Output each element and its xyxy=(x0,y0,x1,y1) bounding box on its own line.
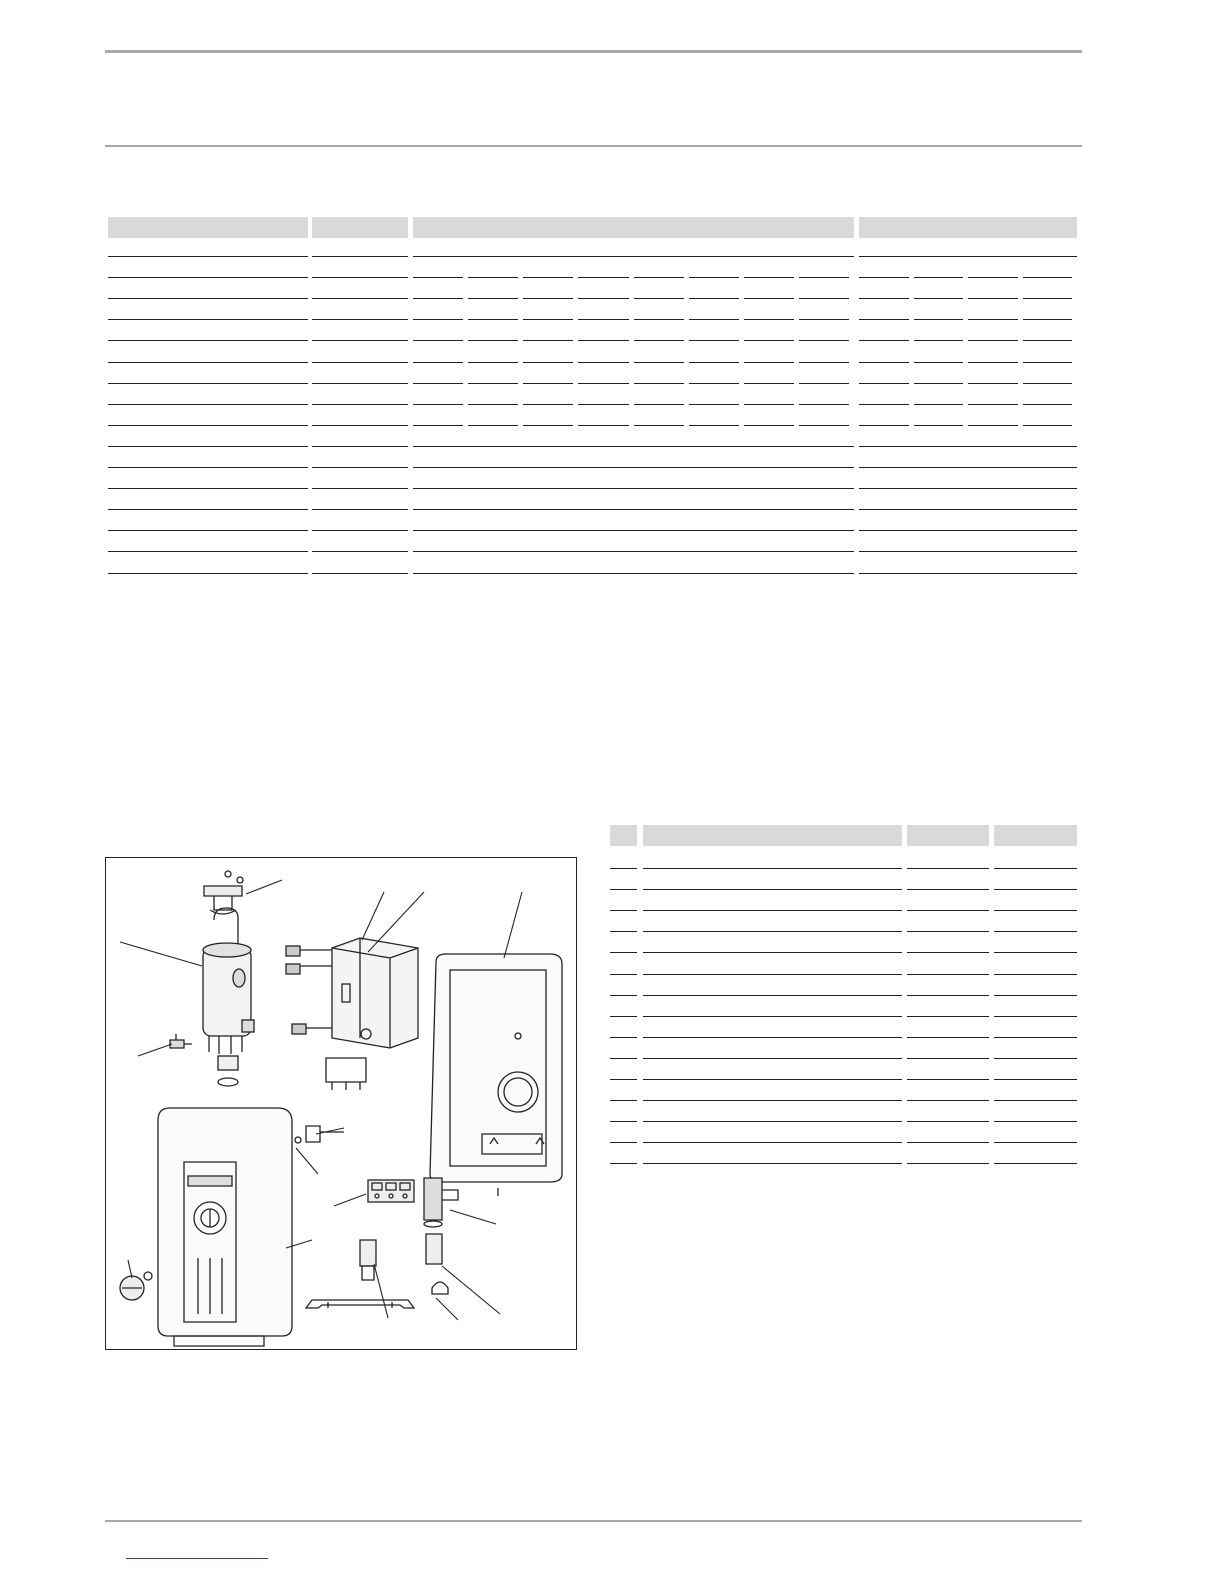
table-cell xyxy=(1023,258,1073,278)
table-header-cell xyxy=(643,825,902,846)
table-cell xyxy=(578,279,628,299)
table-cell xyxy=(643,997,902,1017)
table-cell xyxy=(468,364,518,384)
table-cell xyxy=(312,406,408,426)
table-cell xyxy=(578,321,628,341)
table-header-cell xyxy=(413,217,854,238)
table-cell xyxy=(634,343,684,363)
table-cell xyxy=(610,1123,637,1143)
table-cell xyxy=(413,469,854,489)
table-cell xyxy=(907,1060,989,1080)
table-cell xyxy=(968,364,1018,384)
table-cell xyxy=(994,933,1077,953)
table-header-cell xyxy=(907,825,989,846)
table-cell xyxy=(643,1081,902,1101)
table-cell xyxy=(859,300,909,320)
table-cell xyxy=(413,321,463,341)
power-pcb-icon xyxy=(286,938,418,1090)
table-cell xyxy=(994,1039,1077,1059)
table-cell xyxy=(1023,300,1073,320)
table-cell xyxy=(689,300,739,320)
table-cell xyxy=(643,976,902,996)
table-cell xyxy=(799,321,849,341)
table-cell xyxy=(108,448,308,468)
table-cell xyxy=(643,933,902,953)
table-cell xyxy=(312,554,408,574)
table-cell xyxy=(523,279,573,299)
table-cell xyxy=(312,343,408,363)
table-cell xyxy=(907,933,989,953)
table-cell xyxy=(468,406,518,426)
table-cell xyxy=(994,1081,1077,1101)
table-cell xyxy=(413,343,463,363)
table-cell xyxy=(523,321,573,341)
exploded-view-illustration xyxy=(105,857,577,1350)
table-cell xyxy=(994,1102,1077,1122)
table-cell xyxy=(914,406,964,426)
table-cell xyxy=(1023,364,1073,384)
table-cell xyxy=(643,1144,902,1164)
table-cell xyxy=(413,385,463,405)
table-cell xyxy=(108,279,308,299)
table-cell xyxy=(744,385,794,405)
table-cell xyxy=(312,258,408,278)
table-cell xyxy=(578,385,628,405)
table-cell xyxy=(108,343,308,363)
table-cell xyxy=(312,385,408,405)
table-cell xyxy=(859,469,1077,489)
table-cell xyxy=(907,1081,989,1101)
table-cell xyxy=(914,279,964,299)
table-cell xyxy=(689,343,739,363)
table-cell xyxy=(312,237,408,257)
table-cell xyxy=(312,490,408,510)
table-cell xyxy=(312,321,408,341)
clip-icon xyxy=(295,1126,344,1143)
table-cell xyxy=(689,321,739,341)
table-cell xyxy=(643,1039,902,1059)
table-cell xyxy=(994,955,1077,975)
water-valve-icon xyxy=(424,1178,458,1264)
table-cell xyxy=(907,1018,989,1038)
table-cell xyxy=(523,385,573,405)
table-cell xyxy=(643,1018,902,1038)
table-cell xyxy=(744,343,794,363)
table-cell xyxy=(108,511,308,531)
table-cell xyxy=(108,469,308,489)
table-cell xyxy=(907,997,989,1017)
table-cell xyxy=(523,406,573,426)
table-cell xyxy=(634,279,684,299)
table-cell xyxy=(108,532,308,552)
table-cell xyxy=(523,364,573,384)
table-cell xyxy=(859,554,1077,574)
table-cell xyxy=(799,385,849,405)
table-cell xyxy=(578,258,628,278)
table-cell xyxy=(1023,279,1073,299)
table-cell xyxy=(312,511,408,531)
table-cell xyxy=(413,511,854,531)
table-cell xyxy=(859,406,909,426)
table-cell xyxy=(108,490,308,510)
table-cell xyxy=(413,532,854,552)
table-cell xyxy=(859,511,1077,531)
table-cell xyxy=(859,427,1077,447)
table-cell xyxy=(413,364,463,384)
table-cell xyxy=(914,321,964,341)
table-cell xyxy=(914,343,964,363)
table-cell xyxy=(413,427,854,447)
table-cell xyxy=(968,385,1018,405)
table-cell xyxy=(610,1144,637,1164)
table-cell xyxy=(643,1123,902,1143)
terminal-block-icon xyxy=(368,1180,414,1202)
table-cell xyxy=(859,258,909,278)
mounting-rail-icon xyxy=(306,1300,414,1308)
heating-element-icon xyxy=(203,908,254,1086)
table-cell xyxy=(610,849,637,869)
table-cell xyxy=(610,1060,637,1080)
table-cell xyxy=(413,448,854,468)
table-cell xyxy=(108,554,308,574)
table-cell xyxy=(610,870,637,890)
table-cell xyxy=(413,490,854,510)
table-cell xyxy=(994,891,1077,911)
table-cell xyxy=(799,406,849,426)
table-cell xyxy=(610,1081,637,1101)
table-cell xyxy=(468,279,518,299)
table-cell xyxy=(1023,321,1073,341)
table-header-cell xyxy=(108,217,308,238)
front-cover-icon xyxy=(158,1108,292,1346)
strainer-icon xyxy=(432,1282,448,1294)
table-cell xyxy=(859,448,1077,468)
table-cell xyxy=(108,321,308,341)
table-cell xyxy=(108,427,308,447)
table-cell xyxy=(994,976,1077,996)
table-cell xyxy=(108,258,308,278)
top-rule xyxy=(105,50,1082,53)
table-cell xyxy=(907,1102,989,1122)
table-cell xyxy=(643,870,902,890)
table-cell xyxy=(108,385,308,405)
table-cell xyxy=(689,364,739,384)
table-cell xyxy=(859,532,1077,552)
safety-limiter-icon xyxy=(170,1034,192,1048)
table-cell xyxy=(914,300,964,320)
spare-parts-table xyxy=(610,825,1078,1170)
table-cell xyxy=(634,321,684,341)
table-cell xyxy=(413,300,463,320)
table-cell xyxy=(968,406,1018,426)
table-cell xyxy=(578,300,628,320)
table-cell xyxy=(108,406,308,426)
table-cell xyxy=(312,364,408,384)
table-cell xyxy=(968,321,1018,341)
table-cell xyxy=(859,385,909,405)
table-cell xyxy=(634,364,684,384)
table-cell xyxy=(1023,385,1073,405)
table-cell xyxy=(468,258,518,278)
table-cell xyxy=(523,300,573,320)
table-cell xyxy=(994,849,1077,869)
table-cell xyxy=(610,997,637,1017)
table-cell xyxy=(413,258,463,278)
table-cell xyxy=(643,849,902,869)
table-cell xyxy=(799,258,849,278)
table-cell xyxy=(799,279,849,299)
table-cell xyxy=(634,406,684,426)
table-cell xyxy=(799,300,849,320)
table-cell xyxy=(744,364,794,384)
table-cell xyxy=(968,300,1018,320)
table-cell xyxy=(413,406,463,426)
table-cell xyxy=(968,279,1018,299)
table-cell xyxy=(744,279,794,299)
table-cell xyxy=(689,258,739,278)
table-cell xyxy=(468,343,518,363)
table-cell xyxy=(643,955,902,975)
table-cell xyxy=(1023,406,1073,426)
table-cell xyxy=(689,385,739,405)
table-cell xyxy=(634,385,684,405)
table-cell xyxy=(468,385,518,405)
technical-data-table xyxy=(108,217,1078,597)
table-cell xyxy=(744,406,794,426)
table-cell xyxy=(799,364,849,384)
table-cell xyxy=(907,976,989,996)
table-cell xyxy=(968,258,1018,278)
inlet-fitting-icon xyxy=(360,1240,376,1280)
table-cell xyxy=(744,300,794,320)
table-cell xyxy=(523,343,573,363)
table-cell xyxy=(610,933,637,953)
table-cell xyxy=(744,258,794,278)
table-cell xyxy=(994,997,1077,1017)
table-cell xyxy=(578,364,628,384)
table-cell xyxy=(312,300,408,320)
table-cell xyxy=(523,258,573,278)
table-cell xyxy=(578,343,628,363)
table-cell xyxy=(643,1060,902,1080)
table-cell xyxy=(907,891,989,911)
table-cell xyxy=(610,1102,637,1122)
table-cell xyxy=(108,300,308,320)
table-cell xyxy=(859,321,909,341)
table-cell xyxy=(610,955,637,975)
table-cell xyxy=(744,321,794,341)
table-cell xyxy=(968,343,1018,363)
table-cell xyxy=(914,364,964,384)
table-cell xyxy=(859,364,909,384)
table-cell xyxy=(799,343,849,363)
table-cell xyxy=(468,300,518,320)
table-cell xyxy=(578,406,628,426)
table-cell xyxy=(413,237,854,257)
table-cell xyxy=(859,343,909,363)
table-cell xyxy=(689,406,739,426)
table-cell xyxy=(108,364,308,384)
table-header-cell xyxy=(994,825,1077,846)
table-cell xyxy=(643,891,902,911)
table-cell xyxy=(312,448,408,468)
table-cell xyxy=(312,279,408,299)
table-cell xyxy=(610,976,637,996)
table-cell xyxy=(994,1060,1077,1080)
table-cell xyxy=(610,1018,637,1038)
table-cell xyxy=(994,912,1077,932)
table-cell xyxy=(914,385,964,405)
table-cell xyxy=(413,554,854,574)
table-cell xyxy=(413,279,463,299)
table-cell xyxy=(610,891,637,911)
header-rule xyxy=(105,145,1082,147)
table-cell xyxy=(610,912,637,932)
table-cell xyxy=(907,955,989,975)
table-header-cell xyxy=(859,217,1077,238)
table-cell xyxy=(1023,343,1073,363)
table-cell xyxy=(108,237,308,257)
table-header-cell xyxy=(312,217,408,238)
table-cell xyxy=(312,469,408,489)
table-cell xyxy=(907,1144,989,1164)
table-cell xyxy=(907,870,989,890)
table-cell xyxy=(994,1144,1077,1164)
table-cell xyxy=(312,532,408,552)
table-cell xyxy=(994,1018,1077,1038)
table-cell xyxy=(907,1123,989,1143)
table-cell xyxy=(634,258,684,278)
table-cell xyxy=(914,258,964,278)
table-cell xyxy=(907,849,989,869)
footer-link[interactable] xyxy=(126,1558,268,1559)
table-cell xyxy=(907,912,989,932)
table-cell xyxy=(468,321,518,341)
table-cell xyxy=(312,427,408,447)
back-panel-icon xyxy=(430,954,562,1196)
table-cell xyxy=(859,279,909,299)
table-cell xyxy=(859,490,1077,510)
footer-rule xyxy=(105,1520,1082,1522)
table-cell xyxy=(689,279,739,299)
table-cell xyxy=(859,237,1077,257)
table-header-cell xyxy=(610,825,637,846)
table-cell xyxy=(907,1039,989,1059)
table-cell xyxy=(643,1102,902,1122)
table-cell xyxy=(994,1123,1077,1143)
table-cell xyxy=(643,912,902,932)
table-cell xyxy=(634,300,684,320)
table-cell xyxy=(610,1039,637,1059)
table-cell xyxy=(994,870,1077,890)
